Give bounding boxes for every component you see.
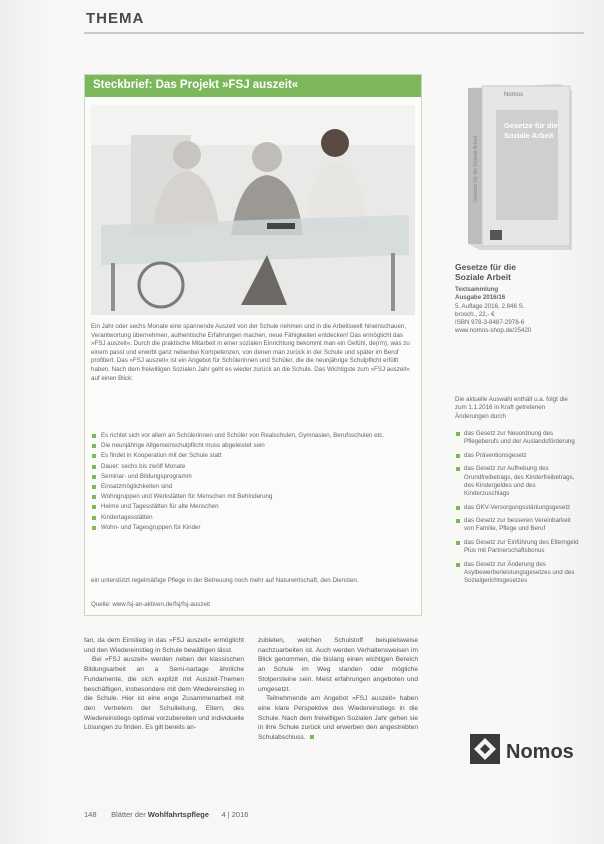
bullet-square-icon (92, 505, 96, 509)
photo-people-at-table (91, 105, 415, 315)
book-shop-link[interactable]: www.nomos-shop.de/25420 (455, 327, 532, 335)
bullet-square-icon (92, 475, 96, 479)
info-box-closing: ein unterstützt regelmäßige Pflege in der Betreuung noch mehr auf Naturwirtschaft, den Diensten. (91, 577, 359, 584)
list-item: das Gesetz zur Neuordnung des Pflegeberufs und der Auslandsförderung (455, 430, 580, 447)
list-item: Wohngruppen und Werkstätten für Menschen mit Behinderung (91, 493, 413, 502)
end-mark-icon (310, 735, 314, 739)
info-box-title: Steckbrief: Das Projekt »FSJ auszeit« (93, 79, 299, 91)
list-item: Heime und Tagesstätten für alte Menschen (91, 503, 413, 512)
info-box-bullet-list (91, 432, 413, 534)
header-rule (84, 32, 584, 34)
book-info-line: Ausgabe 2016/16 (455, 294, 506, 302)
list-item: das Gesetz zur Einführung des Elterngeld Plus mit Partnerschaftsbonus (455, 539, 580, 556)
section-label: THEMA (86, 10, 145, 27)
info-box (84, 74, 422, 616)
list-item: Kindertagesstätten (91, 514, 413, 523)
info-box-intro: Ein Jahr oder sechs Monate eine spannende Auszeit von der Schule nehmen und in die Arbeitswelt hineinschauen, Verantwortung übernehmen, authentische Erfahrungen machen, neue Fähigkeiten entdecken! Das ermöglicht das »FSJ auszeit«. Durch die praktische Mitarbeit in einer sozialen Einrichtung bekommt man ein Gefühl, de(r/n), was zu einem passt und erwirbt ganz nebenbei Kompetenzen, von denen man zurück in der Schule und später im Beruf profitiert. Das »FSJ auszeit« ist ein Angebot für Schülerinnen und Schüler, die die neunjährige Schulpflicht erfüllt haben. Nach dem freiwilligen Sozialen Jahr geht es wieder zurück an die Schule. Das Wichtigste zum »FSJ auszeit« auf einen Blick: (91, 323, 410, 382)
book-title: Gesetze für die Soziale Arbeit (455, 262, 516, 282)
book-cover-title-line-2: Soziale Arbeit (504, 131, 554, 140)
bullet-square-icon (456, 432, 460, 436)
book-info-line: brosch., 22,- € (455, 310, 495, 318)
bullet-square-icon (92, 444, 96, 448)
book-cover-image (460, 82, 576, 252)
book-info (455, 286, 580, 336)
book-info-line: ISBN 978-3-8487-2978-6 (455, 319, 525, 327)
bullet-square-icon (92, 516, 96, 520)
sidebar-law-list (455, 430, 580, 591)
list-item: das Gesetz zur Aufhebung des Grundfreibetrags, des Kinderfreibetrags, des Kindergeldes und des Kinderzuschlags (455, 465, 580, 498)
journal-prefix: Blätter der (111, 810, 148, 819)
book-cover-publisher: Nomos (504, 92, 524, 98)
list-item: das Präventionsgesetz (455, 452, 580, 460)
bullet-square-icon (456, 506, 460, 510)
nomos-logo-text: Nomos (506, 741, 574, 763)
body-column-2 (258, 636, 418, 743)
bullet-square-icon (92, 454, 96, 458)
bullet-square-icon (92, 434, 96, 438)
page-number: 148 (84, 810, 97, 819)
bullet-square-icon (456, 541, 460, 545)
book-spine-title: Gesetze für die Soziale Arbeit (473, 136, 479, 202)
bullet-square-icon (456, 467, 460, 471)
bullet-square-icon (456, 519, 460, 523)
bullet-square-icon (92, 465, 96, 469)
list-item: Seminar- und Bildungsprogramm (91, 473, 413, 482)
list-item: das Gesetz zur Änderung des Asylbewerberleistungsgesetzes und des Sozialgerichtsgesetzes (455, 561, 580, 586)
book-info-line: 5. Auflage 2016, 2.846 S. (455, 302, 525, 310)
list-item: Einsatzmöglichkeiten sind (91, 483, 413, 492)
book-cover-title-line-1: Gesetze für die (504, 121, 558, 130)
list-item: Es findet in Kooperation mit der Schule statt (91, 452, 413, 461)
book-info-line: Textsammlung (455, 286, 499, 293)
info-box-source: Quelle: www.fsj-an-aktiven.de/fsj/fsj-auszeit (91, 601, 210, 608)
list-item: Die neunjährige Allgemeinschulpflicht muss abgeleistet sein (91, 442, 413, 451)
info-box-header (85, 75, 421, 97)
bullet-square-icon (456, 563, 460, 567)
paragraph: Teilnehmende am Angebot »FSJ auszeit« haben eine klare Perspektive des Wiedereinstiegs in die Schule. Nach dem freiwilligen Sozialen Jahr gehen sie in ihre Schule zurück und erwerben den angestrebten Schulabschluss. (258, 695, 418, 742)
list-item: das Gesetz zur besseren Vereinbarkeit von Familie, Pflege und Beruf (455, 517, 580, 534)
paragraph: fan, da dem Einstieg in das »FSJ auszeit« ermöglicht und den Wiedereinstieg in Schule bewältigen lässt. (84, 637, 244, 654)
list-item: das GKV-Versorgungsstärkungsgesetz (455, 504, 580, 512)
list-item: Dauer: sechs bis zwölf Monate (91, 463, 413, 472)
bullet-square-icon (92, 526, 96, 530)
page-footer (84, 810, 248, 819)
bullet-square-icon (92, 485, 96, 489)
nomos-logo (470, 734, 580, 770)
bullet-square-icon (456, 454, 460, 458)
issue-number: 4 | 2016 (221, 810, 249, 819)
journal-name: Wohlfahrtspflege (147, 810, 209, 819)
bullet-square-icon (92, 495, 96, 499)
paragraph: zubieten, welchen Schulstoff beispielsweise nachzuarbeiten ist. Auch werden Verhaltensweisen im Blick genommen, die bislang einen wichtigen Bereich an Schule im Weg standen oder mögliche Stolpersteine sein. Meist erfahrungen angeboten und umgesetzt. (258, 637, 418, 693)
list-item: Es richtet sich vor allem an Schülerinnen und Schüler von Realschulen, Gymnasien, Berufsschulen etc. (91, 432, 413, 441)
paragraph: Bei »FSJ auszeit« werden neben der klassischen Bildungsarbeit an a Semi-nartage ähnliche Fundamente, die sich explizit mit Auszeit-Themen beschäftigen, insbesondere mit dem Wiedereinstieg in die Schule. Hier ist eine enge Zusammenarbeit mit den Vertretern der Schulleitung, Eltern, des Wiedereinstiegs optimal vorzubereiten und individuelle Lösungen zu finden. Es gilt bereits an- (84, 656, 244, 732)
list-item: Wohn- und Tagesgruppen für Kinder (91, 524, 413, 533)
sidebar-intro: Die aktuelle Auswahl enthält u.a. folgt die zum 1.1.2016 in Kraft getretenen Änderungen durch (455, 396, 568, 420)
body-column-1 (84, 636, 244, 733)
